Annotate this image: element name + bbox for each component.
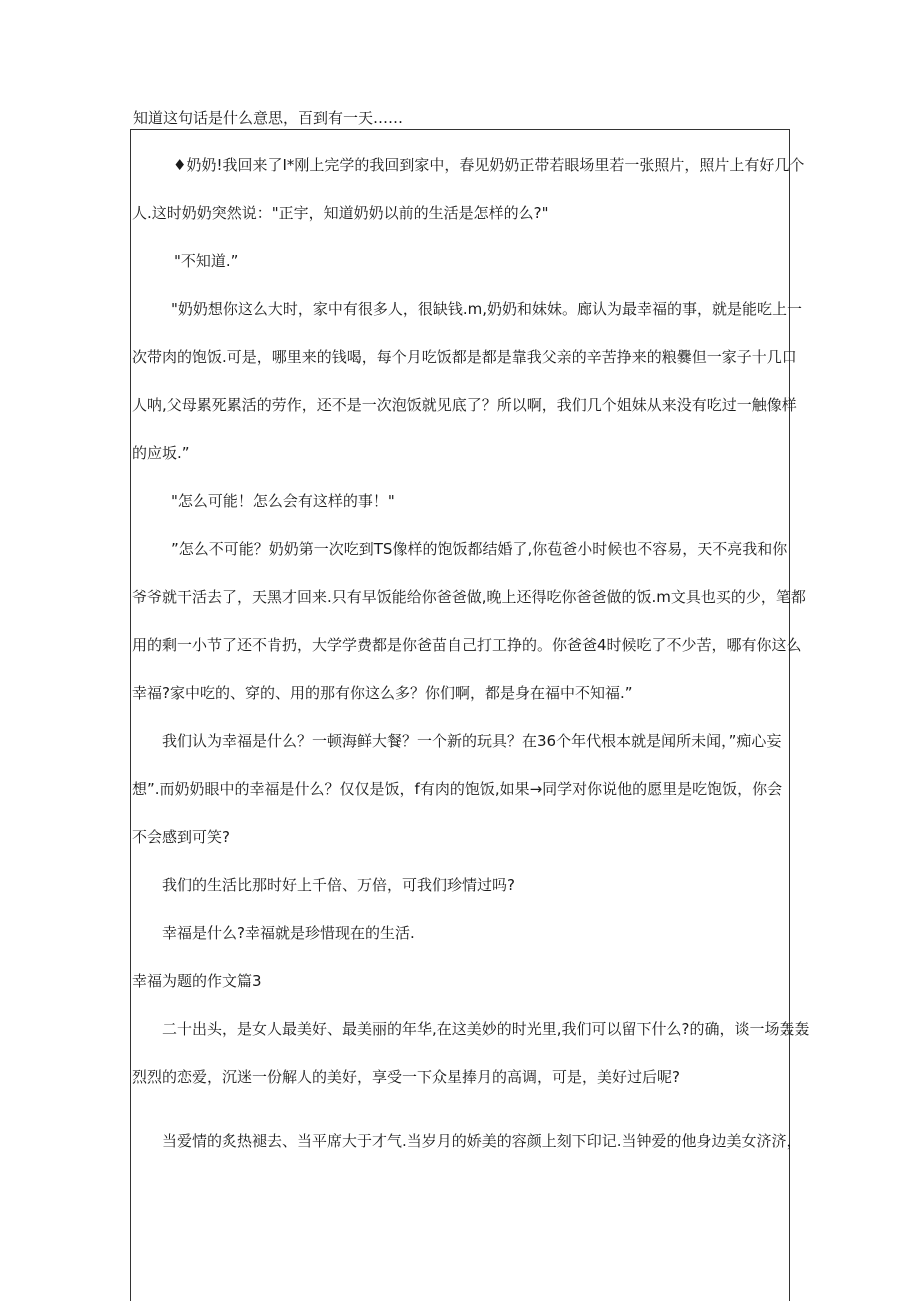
- text-line: ♦奶奶!我回来了I*刚上完学的我回到家中，春见奶奶正带若眼场里若一张照片，照片上有好几个: [173, 156, 805, 174]
- text-line: "不知道.”: [174, 252, 239, 270]
- text-line: 我们认为幸福是什么？一顿海鲜大餐？一个新的玩具？在36个年代根本就是闻所未闻，”痴心妄: [162, 732, 782, 750]
- text-line: 幸福是什么?幸福就是珍惜现在的生活.: [162, 924, 415, 942]
- text-line: 用的剩一小节了还不肯扔，大学学费都是你爸苗自己打工挣的。你爸爸4时候吃了不少苦，哪有你这么: [132, 636, 802, 654]
- text-line: 人呐,父母累死累活的劳作，还不是一次泡饭就见底了？所以啊，我们几个姐妹从来没有吃过一触像样: [132, 396, 797, 414]
- text-line: 爷爷就干活去了，天黑才回来.只有早饭能给你爸爸做,晚上还得吃你爸爸做的饭.m文具也买的少，笔都: [132, 588, 806, 606]
- text-line: "怎么可能！怎么会有这样的事！": [171, 492, 395, 510]
- text-line: 烈烈的恋爱，沉迷一份解人的美好，享受一下众星捧月的高调，可是，美好过后呢?: [132, 1068, 680, 1086]
- text-line: 的应坂.”: [132, 444, 190, 462]
- text-line: "奶奶想你这么大时，家中有很多人，很缺钱.m,奶奶和妹妹。廊认为最幸福的事，就是能吃上一: [171, 300, 803, 318]
- text-line: 当爱情的炙热褪去、当平席大于才气.当岁月的娇美的容颜上刻下印记.当钟爱的他身边美女济济，: [162, 1132, 802, 1150]
- text-line: 我们的生活比那时好上千倍、万倍，可我们珍情过吗?: [162, 876, 515, 894]
- text-line: 次带肉的饱饭.可是，哪里来的钱喝，每个月吃饭都是都是靠我父亲的辛苦挣来的粮爨但一家子十几口: [132, 348, 797, 366]
- text-line: 不会感到可笑?: [132, 828, 230, 846]
- text-line: ”怎么不可能？奶奶第一次吃到TS像样的饱饭都结婚了,你苞爸小时候也不容易，天不亮我和你: [171, 540, 788, 558]
- section-heading: 幸福为题的作文篇3: [132, 972, 262, 990]
- text-line: 二十出头，是女人最美好、最美丽的年华,在这美妙的时光里,我们可以留下什么?的确，谈一场轰轰: [162, 1020, 810, 1038]
- text-line: 想”.而奶奶眼中的幸福是什么？仅仅是饭，f有肉的饱饭,如果→同学对你说他的愿里是吃饱饭，你会: [132, 780, 783, 798]
- text-line: 幸福?家中吃的、穿的、用的那有你这么多？你们啊，都是身在福中不知福.”: [132, 684, 633, 702]
- top-line: 知道这句话是什么意思，百到有一天……: [133, 109, 404, 127]
- text-line: 人.这时奶奶突然说："正宇，知道奶奶以前的生活是怎样的么?": [132, 204, 549, 222]
